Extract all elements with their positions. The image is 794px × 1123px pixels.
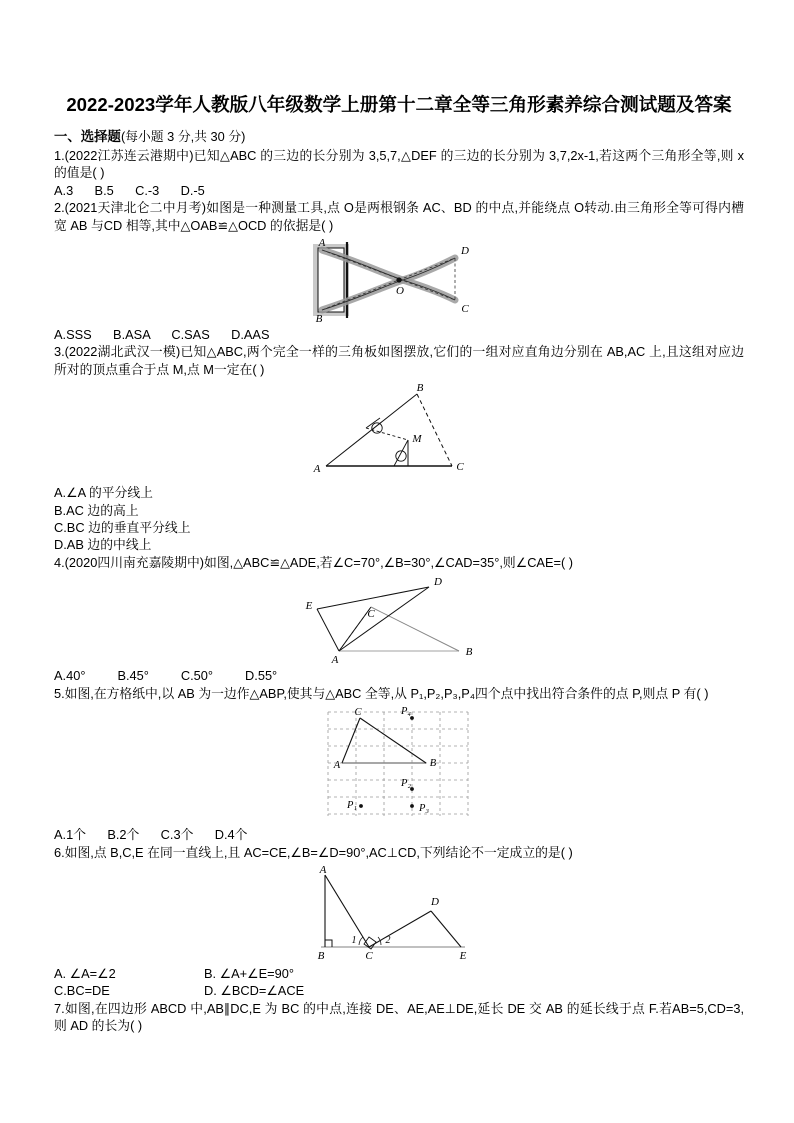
page-title: 2022-2023学年人教版八年级数学上册第十二章全等三角形素养综合测试题及答案: [66, 94, 732, 115]
right-angles-figure: [299, 863, 499, 963]
document-content: [54, 92, 744, 1035]
caliper-figure: [299, 236, 499, 324]
question-3-options: [54, 484, 744, 554]
question-7-text: 7.如图,在四边形 ABCD 中,AB∥DC,E 为 BC 的中点,连接 DE、AE,AE⊥DE,延长 DE 交 AB 的延长线于点 F.若AB=5,CD=3,则 AD 的长为( ): [54, 1000, 744, 1034]
question-3-figure-wrap: [54, 380, 744, 482]
point-p3: [410, 804, 414, 808]
label-A: A: [331, 654, 339, 666]
label-A: A: [333, 760, 341, 772]
question-3-option-d: D.AB 边的中线上: [54, 537, 152, 553]
label-B: B: [317, 949, 325, 962]
question-5-options: A.1个 B.2个 C.3个 D.4个: [54, 827, 248, 843]
question-6-option-d: D. ∠BCD=∠ACE: [204, 983, 305, 999]
question-3-option-c: C.BC 边的垂直平分线上: [54, 520, 191, 536]
section-label: 一、选择题: [54, 129, 121, 144]
label-angle-1: 1: [351, 934, 357, 946]
question-6-options: [54, 965, 744, 1000]
label-B: B: [429, 758, 437, 770]
label-angle-2: 2: [385, 934, 391, 946]
question-5-figure-wrap: [54, 704, 744, 824]
label-A: A: [319, 863, 327, 876]
label-C: C: [367, 608, 375, 621]
question-6-option-a: A. ∠A=∠2: [54, 965, 116, 981]
congruent-triangles-figure: [299, 573, 499, 665]
label-E: E: [305, 600, 313, 613]
question-3-option-a: A.∠A 的平分线上: [54, 485, 153, 501]
label-A: A: [313, 463, 321, 476]
triangle-m-figure: [304, 380, 494, 482]
point-p1: [359, 804, 363, 808]
question-3-option-b: B.AC 边的高上: [54, 502, 139, 518]
label-B: B: [465, 646, 473, 659]
question-5-text: 5.如图,在方格纸中,以 AB 为一边作△ABP,使其与△ABC 全等,从 P₁,P₂,P₃,P₄四个点中找出符合条件的点 P,则点 P 有( ): [54, 685, 709, 701]
label-P3: P₃: [418, 803, 430, 815]
label-C: C: [461, 303, 469, 316]
section-note: (每小题 3 分,共 30 分): [120, 129, 246, 144]
label-P4: P₄: [400, 706, 412, 718]
question-6-figure-wrap: [54, 863, 744, 963]
question-6-option-b: B. ∠A+∠E=90°: [204, 965, 294, 981]
question-6-text: 6.如图,点 B,C,E 在同一直线上,且 AC=CE,∠B=∠D=90°,AC⊥CD,下列结论不一定成立的是( ): [54, 844, 573, 860]
question-4-options: A.40° B.45° C.50° D.55°: [54, 668, 278, 684]
question-4-figure-wrap: [54, 573, 744, 665]
label-C: C: [354, 707, 362, 719]
question-1-text: 1.(2022江苏连云港期中)已知△ABC 的三边的长分别为 3,5,7,△DEF 的三边的长分别为 3,7,2x-1,若这两个三角形全等,则 x 的值是( ): [54, 148, 744, 181]
label-P2: P₂: [400, 778, 412, 790]
label-O: O: [396, 285, 404, 298]
question-2-options: A.SSS B.ASA C.SAS D.AAS: [54, 327, 270, 343]
section-heading: [54, 128, 744, 146]
question-6-option-c: C.BC=DE: [54, 983, 110, 999]
label-E: E: [459, 949, 467, 962]
label-D: D: [434, 576, 442, 589]
question-1-options: A.3 B.5 C.-3 D.-5: [54, 182, 205, 198]
label-C: C: [365, 949, 373, 962]
label-M: M: [412, 433, 422, 446]
label-B: B: [315, 313, 323, 325]
label-A: A: [318, 237, 326, 250]
label-D: D: [431, 895, 439, 908]
question-2-text: 2.(2021天津北仑二中月考)如图是一种测量工具,点 O是两根钢条 AC、BD 的中点,并能绕点 O转动.由三角形全等可得内槽宽 AB 与CD 相等,其中△OAB≌△OCD 的依据是( ): [54, 200, 744, 233]
question-4-text: 4.(2020四川南充嘉陵期中)如图,△ABC≌△ADE,若∠C=70°,∠B=30°,∠CAD=35°,则∠CAE=( ): [54, 554, 574, 570]
label-D: D: [461, 245, 469, 258]
label-C: C: [456, 461, 464, 474]
question-3-text: 3.(2022湖北武汉一模)已知△ABC,两个完全一样的三角板如图摆放,它们的一组对应直角边分别在 AB,AC 上,且这组对应边所对的顶点重合于点 M,点 M一定在( ): [54, 344, 744, 377]
label-P1: P₁: [346, 800, 358, 812]
question-2-figure-wrap: [54, 236, 744, 324]
label-B: B: [416, 382, 424, 395]
grid-points-figure: [314, 704, 484, 824]
